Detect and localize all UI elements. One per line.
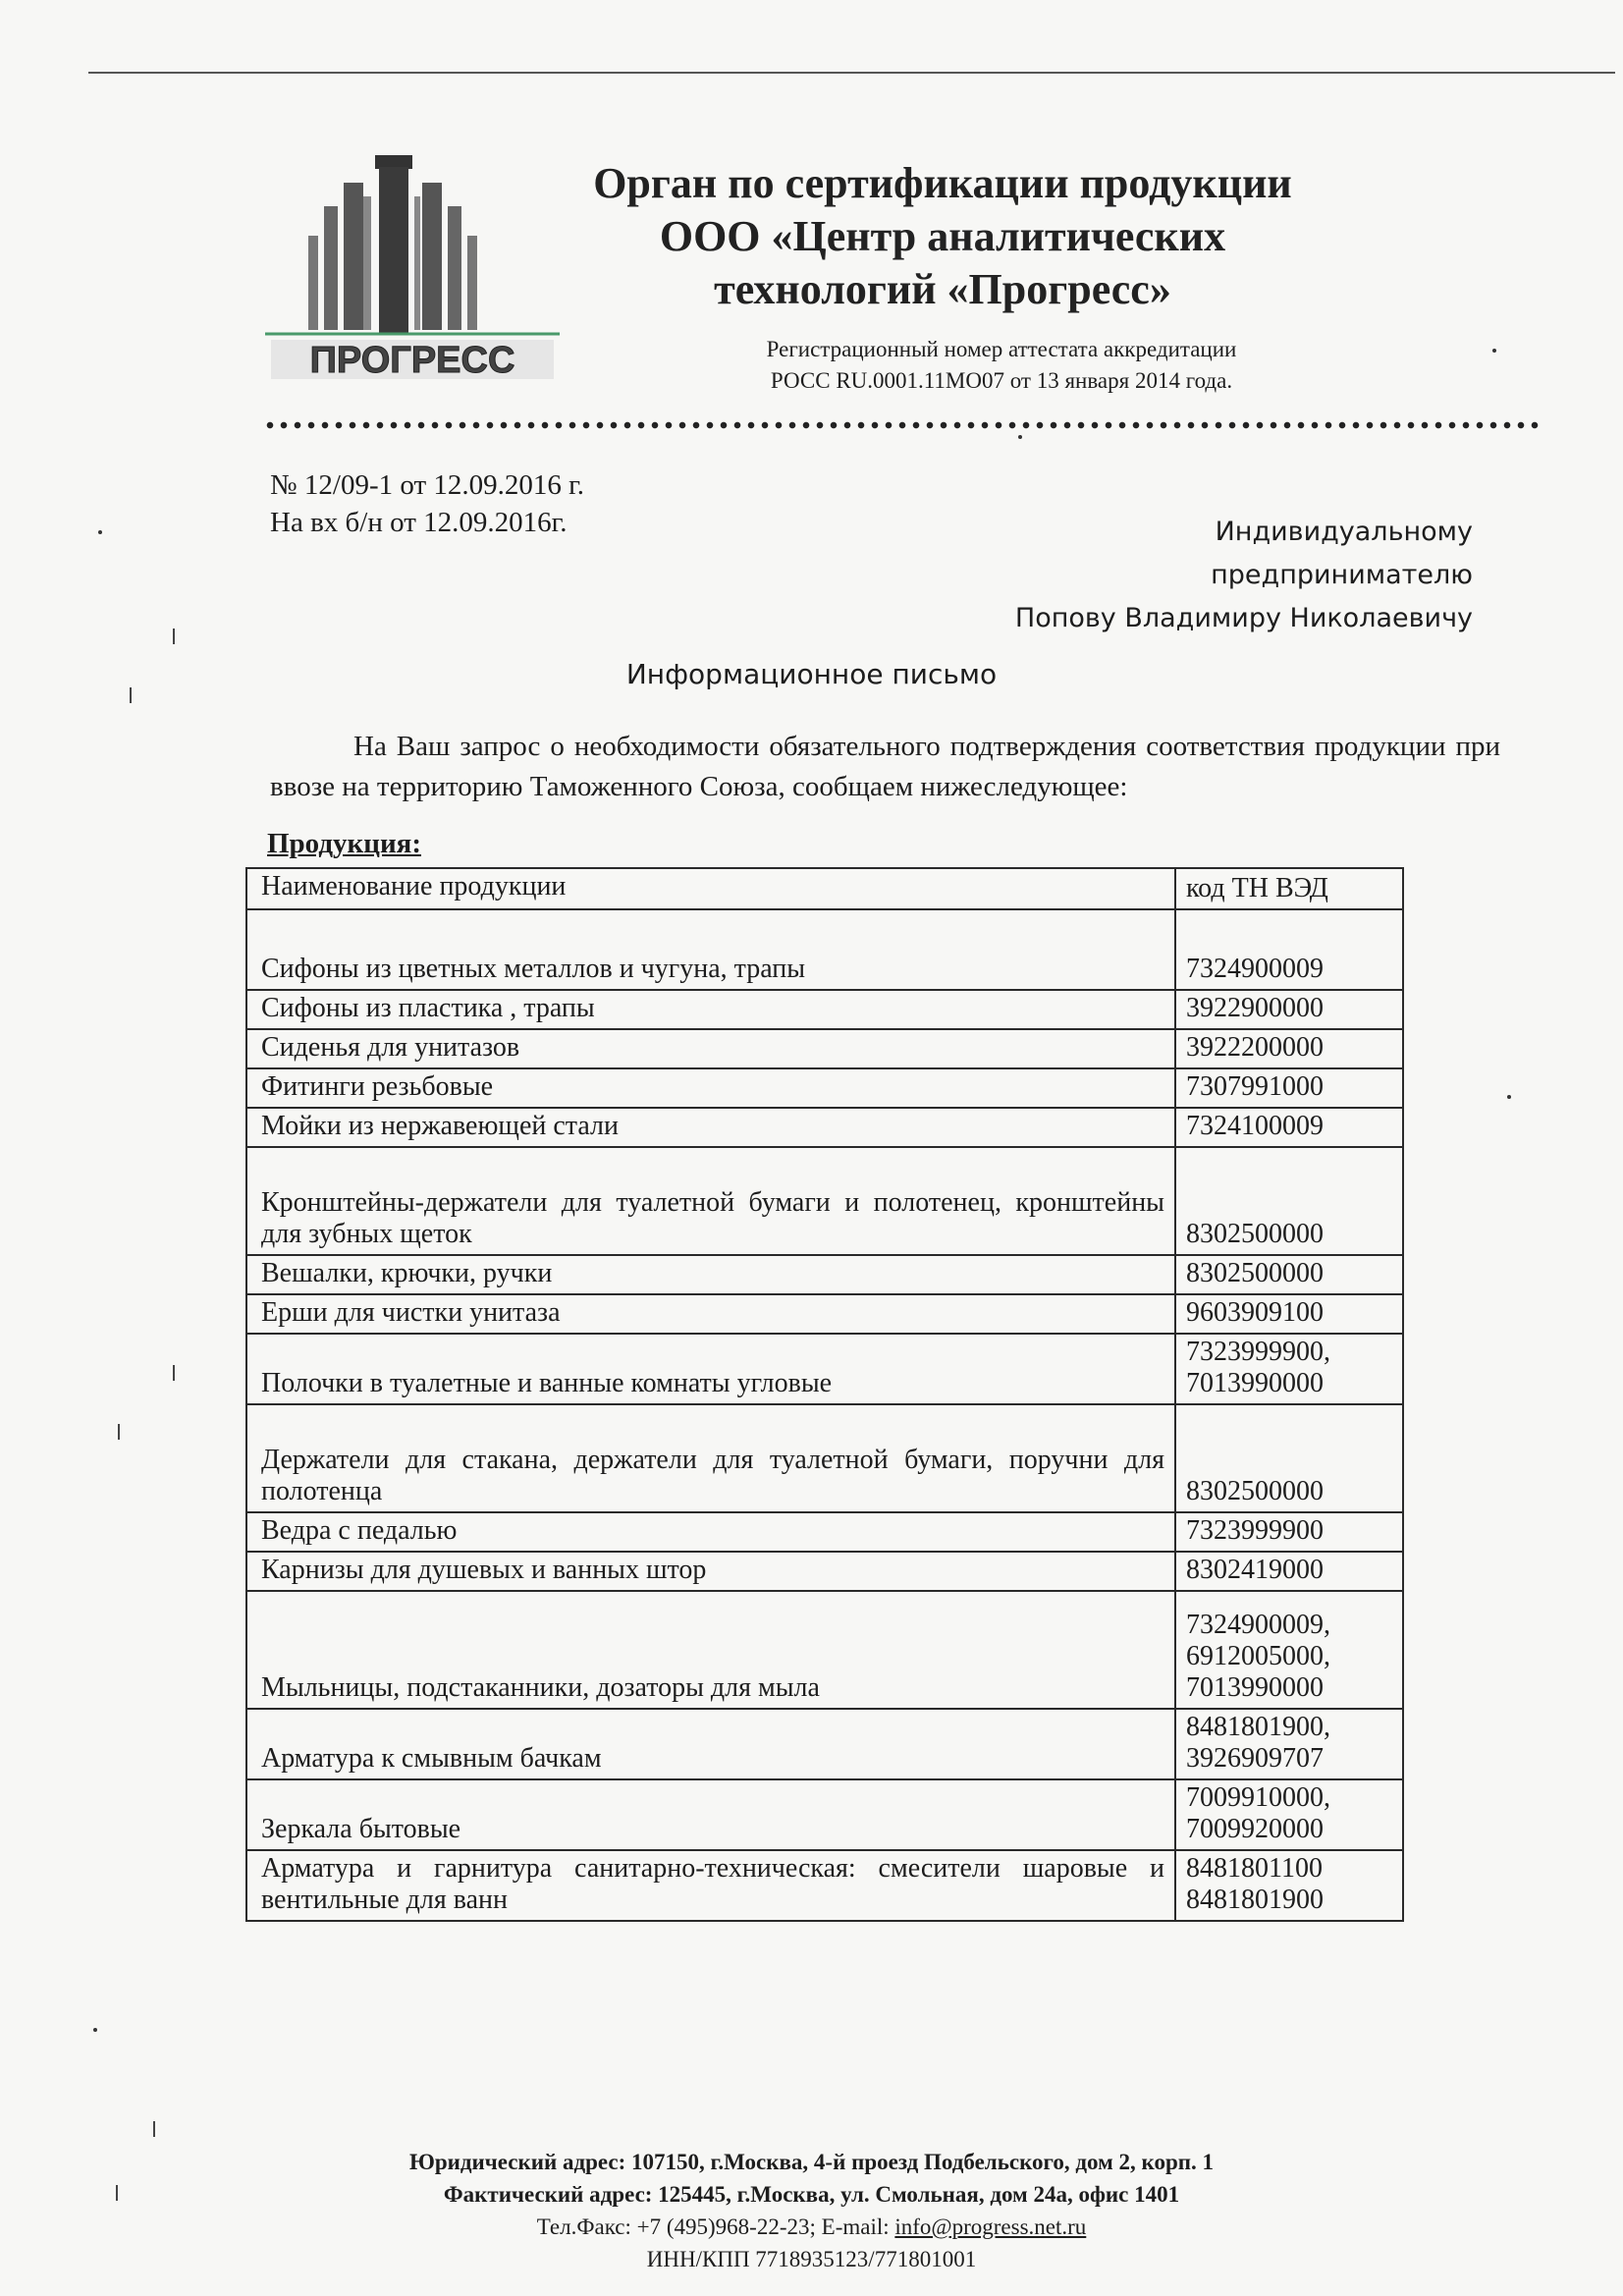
- table-row: [246, 1779, 1403, 1850]
- accreditation-line1: Регистрационный номер аттестата аккредитации: [766, 337, 1237, 361]
- actual-address: Фактический адрес: 125445, г.Москва, ул. Смольная, дом 24а, офис 1401: [443, 2182, 1180, 2207]
- header-name-cell: Наименование продукции: [246, 868, 1175, 909]
- table-row: [246, 909, 1403, 990]
- addressee: [962, 511, 1473, 640]
- product-name-cell: Фитинги резьбовые: [246, 1068, 1175, 1108]
- tnved-code-cell: 9603909100: [1175, 1294, 1403, 1334]
- product-name-cell: Сифоны из цветных металлов и чугуна, трапы: [246, 909, 1175, 990]
- product-name-cell: Кронштейны-держатели для туалетной бумаги и полотенец, кронштейны для зубных щеток: [246, 1147, 1175, 1255]
- scan-speck: [118, 1424, 120, 1440]
- table-row: [246, 1591, 1403, 1709]
- tnved-code-cell: 7307991000: [1175, 1068, 1403, 1108]
- top-rule: [88, 72, 1615, 74]
- addressee-line1: Индивидуальному предпринимателю: [1211, 517, 1473, 590]
- product-name-cell: Полочки в туалетные и ванные комнаты угловые: [246, 1334, 1175, 1404]
- scan-speck: [116, 2185, 118, 2201]
- table-row: [246, 1108, 1403, 1147]
- scan-speck: [93, 2028, 97, 2032]
- email-link[interactable]: info@progress.net.ru: [894, 2214, 1087, 2239]
- table-row: [246, 1404, 1403, 1512]
- table-row: [246, 990, 1403, 1029]
- table-header-row: [246, 868, 1403, 909]
- products-heading: Продукция:: [267, 828, 421, 859]
- accreditation-info: [687, 334, 1316, 397]
- org-title: [589, 157, 1296, 316]
- progress-logo: [265, 147, 560, 383]
- phone-fax: Тел.Факс: +7 (495)968-22-23; E-mail:: [536, 2214, 895, 2239]
- scan-speck: [98, 530, 102, 534]
- footer: [0, 2146, 1623, 2275]
- table-row: [246, 1552, 1403, 1591]
- scan-speck: [1507, 1095, 1511, 1099]
- tnved-code-cell: 8302500000: [1175, 1255, 1403, 1294]
- tnved-code-cell: 3922200000: [1175, 1029, 1403, 1068]
- scan-speck: [173, 629, 175, 644]
- intro-paragraph: [270, 727, 1500, 807]
- table-row: [246, 1512, 1403, 1552]
- product-name-cell: Карнизы для душевых и ванных штор: [246, 1552, 1175, 1591]
- product-name-cell: Зеркала бытовые: [246, 1779, 1175, 1850]
- header-code-cell: код ТН ВЭД: [1175, 868, 1403, 909]
- product-name-cell: Арматура к смывным бачкам: [246, 1709, 1175, 1779]
- product-name-cell: Вешалки, крючки, ручки: [246, 1255, 1175, 1294]
- org-title-line3: технологий «Прогресс»: [714, 265, 1171, 313]
- org-title-line1: Орган по сертификации продукции: [593, 159, 1292, 207]
- contact-line: [0, 2211, 1623, 2243]
- product-name-cell: Сифоны из пластика , трапы: [246, 990, 1175, 1029]
- dotted-separator: [263, 420, 1540, 430]
- tnved-code-cell: 3922900000: [1175, 990, 1403, 1029]
- logo-text: ПРОГРЕСС: [309, 340, 515, 381]
- tnved-code-cell: 7324900009: [1175, 909, 1403, 990]
- scan-speck: [1018, 435, 1022, 439]
- products-table: [245, 867, 1404, 1922]
- scan-speck: [130, 687, 132, 703]
- tnved-code-cell: 8481801900, 3926909707: [1175, 1709, 1403, 1779]
- tnved-code-cell: 7324900009, 6912005000, 7013990000: [1175, 1591, 1403, 1709]
- intro-text: На Ваш запрос о необходимости обязательного подтверждения соответствия продукции при ввозе на территорию Таможенного Союза, сообщаем нижеследующее:: [270, 731, 1500, 802]
- addressee-line2: Попову Владимиру Николаевичу: [1014, 603, 1473, 633]
- outgoing-reference: [270, 466, 584, 541]
- scan-speck: [173, 1365, 175, 1381]
- table-row: [246, 1850, 1403, 1921]
- table-row: [246, 1334, 1403, 1404]
- table-row: [246, 1255, 1403, 1294]
- org-title-line2: ООО «Центр аналитических: [659, 212, 1226, 260]
- table-row: [246, 1029, 1403, 1068]
- incoming-reference: На вх б/н от 12.09.2016г.: [270, 507, 568, 538]
- scan-speck: [1492, 349, 1496, 353]
- product-name-cell: Мойки из нержавеющей стали: [246, 1108, 1175, 1147]
- tnved-code-cell: 8302500000: [1175, 1404, 1403, 1512]
- document-title: Информационное письмо: [625, 658, 998, 690]
- outgoing-number: № 12/09-1 от 12.09.2016 г.: [270, 469, 585, 501]
- accreditation-line2: РОСС RU.0001.11МО07 от 13 января 2014 года.: [770, 368, 1233, 393]
- tnved-code-cell: 8302419000: [1175, 1552, 1403, 1591]
- table-row: [246, 1147, 1403, 1255]
- tnved-code-cell: 8302500000: [1175, 1147, 1403, 1255]
- product-name-cell: Ведра с педалью: [246, 1512, 1175, 1552]
- tnved-code-cell: 7324100009: [1175, 1108, 1403, 1147]
- product-name-cell: Мыльницы, подстаканники, дозаторы для мыла: [246, 1591, 1175, 1709]
- tnved-code-cell: 7009910000, 7009920000: [1175, 1779, 1403, 1850]
- product-name-cell: Держатели для стакана, держатели для туалетной бумаги, поручни для полотенца: [246, 1404, 1175, 1512]
- inn-kpp: ИНН/КПП 7718935123/771801001: [646, 2247, 977, 2271]
- tnved-code-cell: 7323999900, 7013990000: [1175, 1334, 1403, 1404]
- legal-address: Юридический адрес: 107150, г.Москва, 4-й проезд Подбельского, дом 2, корп. 1: [408, 2150, 1214, 2174]
- table-row: [246, 1709, 1403, 1779]
- tnved-code-cell: 8481801100 8481801900: [1175, 1850, 1403, 1921]
- product-name-cell: Арматура и гарнитура санитарно-техническая: смесители шаровые и вентильные для ванн: [246, 1850, 1175, 1921]
- tnved-code-cell: 7323999900: [1175, 1512, 1403, 1552]
- table-row: [246, 1294, 1403, 1334]
- product-name-cell: Сиденья для унитазов: [246, 1029, 1175, 1068]
- product-name-cell: Ерши для чистки унитаза: [246, 1294, 1175, 1334]
- scan-speck: [153, 2121, 155, 2137]
- table-row: [246, 1068, 1403, 1108]
